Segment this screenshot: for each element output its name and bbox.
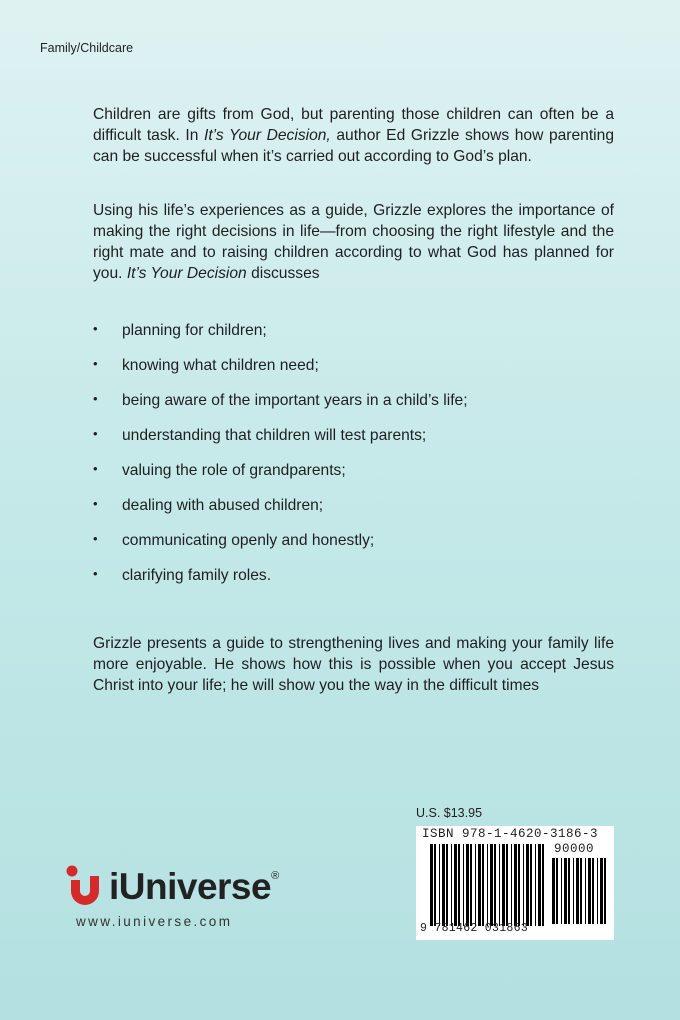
- barcode-bar: [518, 844, 520, 926]
- barcode-bar: [585, 858, 586, 924]
- topic-list: [93, 320, 613, 600]
- list-item: • clarifying family roles.: [93, 565, 613, 600]
- list-item: • knowing what children need;: [93, 355, 613, 390]
- barcode-bar: [542, 844, 544, 926]
- barcode-bar: [466, 844, 469, 926]
- barcode-bar: [580, 858, 582, 924]
- barcode-bar: [556, 858, 558, 924]
- list-item: • understanding that children will test parents;: [93, 425, 613, 460]
- barcode-bar: [487, 844, 488, 926]
- barcode-bar: [458, 844, 460, 926]
- barcode-bar: [454, 844, 457, 926]
- barcode-bar: [568, 858, 570, 924]
- barcode-bar: [576, 858, 579, 924]
- barcode-bar: [514, 844, 517, 926]
- barcode-bar: [463, 844, 464, 926]
- description-paragraph-3: Grizzle presents a guide to strengthening lives and making your family life more enjoyable. He shows how this is possible when you accept Jesus Christ into your life; he will show you the way in the difficult times: [93, 635, 614, 694]
- isbn-barcode: [416, 826, 614, 940]
- list-item: • being aware of the important years in a child’s life;: [93, 390, 613, 425]
- price: U.S. $13.95: [416, 806, 483, 820]
- barcode-bar: [506, 844, 508, 926]
- iuniverse-logo-icon: [64, 864, 106, 910]
- barcode-bar: [573, 858, 574, 924]
- category-label: Family/Childcare: [40, 41, 134, 55]
- barcode-bar: [475, 844, 476, 926]
- barcode-bar: [511, 844, 512, 926]
- barcode-bar: [502, 844, 505, 926]
- barcode-bar: [523, 844, 524, 926]
- book-title: It’s Your Decision: [126, 265, 247, 282]
- barcode-bar: [564, 858, 567, 924]
- barcode-bar: [470, 844, 472, 926]
- addon-barcode-bars: [552, 858, 610, 924]
- barcode-bar: [561, 858, 562, 924]
- list-item: • dealing with abused children;: [93, 495, 613, 530]
- barcode-bar: [588, 858, 591, 924]
- barcode-bar: [439, 844, 440, 926]
- barcode-bar: [494, 844, 496, 926]
- list-item: • planning for children;: [93, 320, 613, 355]
- description-paragraph-1: Children are gifts from God, but parenting those children can often be a difficult task. In It’s Your Decision, author Ed Grizzle shows how parenting can be successful when it’s carried out according to God’s plan.: [93, 106, 614, 165]
- description-paragraph-2: Using his life’s experiences as a guide, Grizzle explores the importance of making the right decisions in life—from choosing the right lifestyle and the right mate and to raising children according to what God has planned for you. It’s Your Decision discusses: [93, 202, 614, 282]
- barcode-bar: [597, 858, 598, 924]
- barcode-bar: [535, 844, 536, 926]
- barcode-bar: [538, 844, 541, 926]
- barcode-bar: [442, 844, 445, 926]
- list-item: • communicating openly and honestly;: [93, 530, 613, 565]
- barcode-bar: [552, 858, 555, 924]
- barcode-bar: [478, 844, 481, 926]
- barcode-bar: [430, 844, 433, 926]
- barcode-bar: [434, 844, 436, 926]
- isbn-text: ISBN 978-1-4620-3186-3: [422, 827, 599, 841]
- publisher-logo: iUniverse®: [109, 866, 279, 907]
- publisher-website: www.iuniverse.com: [76, 914, 233, 929]
- barcode-bar: [526, 844, 529, 926]
- barcode-bar: [490, 844, 493, 926]
- barcode-bar: [499, 844, 500, 926]
- barcode-bar: [592, 858, 594, 924]
- book-title: It’s Your Decision,: [203, 127, 331, 144]
- ean-number: 9 781462 031863: [420, 922, 529, 935]
- barcode-bar: [530, 844, 532, 926]
- barcode-bar: [451, 844, 452, 926]
- barcode-bar: [604, 858, 606, 924]
- barcode-bars: [430, 844, 548, 926]
- barcode-bar: [482, 844, 484, 926]
- barcode-bar: [600, 858, 603, 924]
- addon-code: 90000: [554, 842, 595, 856]
- barcode-bar: [446, 844, 448, 926]
- list-item: • valuing the role of grandparents;: [93, 460, 613, 495]
